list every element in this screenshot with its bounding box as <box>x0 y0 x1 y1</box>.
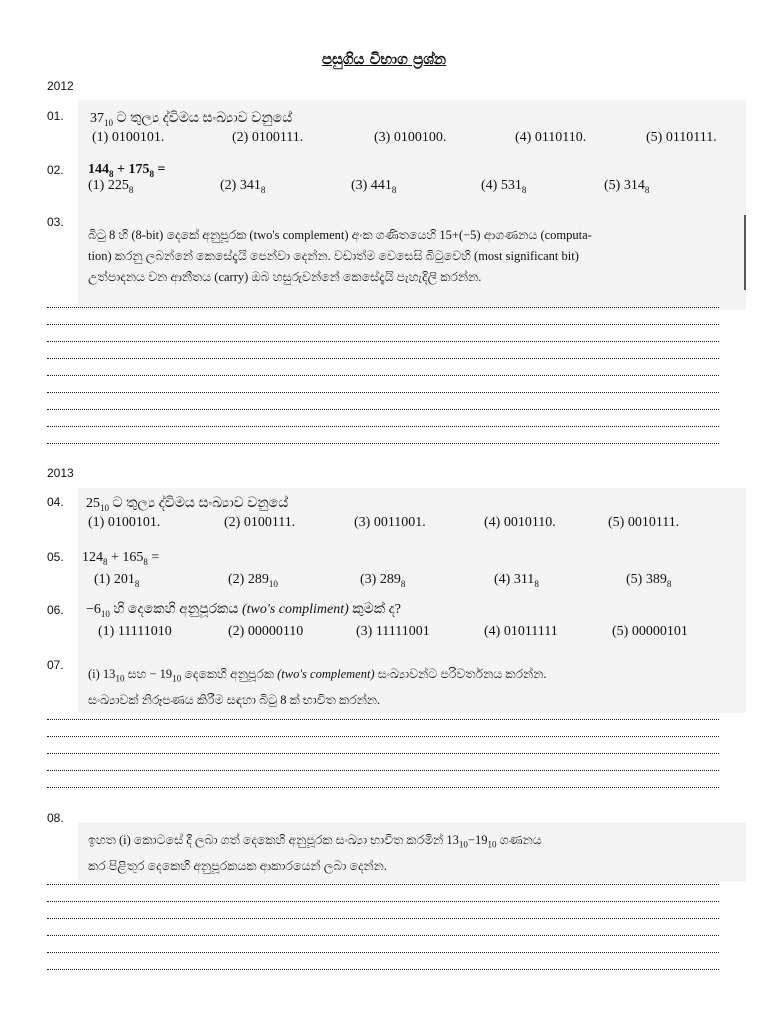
page-title: පසුගිය විභාග ප්‍රශ්න <box>321 50 447 68</box>
option-2: (2) 0100111. <box>224 515 296 530</box>
answer-line <box>47 901 719 902</box>
option-1: (1) $225_8$ <box>88 178 134 195</box>
option-1: (1) 11111010 <box>98 624 172 639</box>
question-text: (i) $13_{10}$ සහ − $19_{10}$ දෙකෙහි අනුපූරක (two's complement) සංඛ්‍යාවන්ට පරිවර්තනය කරන්න. සංඛ්‍යාවක් නිරූපණය කිරීම සඳහා බිටු 8 ක් භාවිත කරන්න. <box>88 667 547 707</box>
question-number: 03. <box>47 215 64 229</box>
scan-edge <box>744 215 746 290</box>
question-text: ඉහත (i) කොටසේ දී ලබා ගත් දෙකෙහි අනුපූරක සංඛ්‍යා භාවිත කරමින් $13_{10}-19_{10}$ ගණනය කර පිළිතුර දෙකෙහි අනුපූරකයක ආකාරයෙන් ලබා දෙන්න. <box>88 833 542 873</box>
answer-line <box>47 935 719 936</box>
option-1: (1) 0100101. <box>92 130 165 145</box>
option-2: (2) 00000110 <box>228 624 304 639</box>
option-5: (5) $314_8$ <box>604 178 650 195</box>
answer-line <box>47 409 719 410</box>
question-number: 05. <box>47 550 64 564</box>
option-5: (5) $389_8$ <box>626 572 672 589</box>
question-stem: $-6_{10}$ හි දෙකෙහි අනුපූරකය (two's compliment) කුමක් ද? <box>86 602 402 619</box>
question-stem: $144_8 + 175_8$ = <box>88 162 166 179</box>
option-5: (5) 00000101 <box>612 624 688 639</box>
option-5: (5) 0110111. <box>646 130 717 145</box>
option-3: (3) 0100100. <box>374 130 447 145</box>
question-number: 04. <box>47 495 64 509</box>
option-4: (4) 0010110. <box>484 515 556 530</box>
option-3: (3) $289_8$ <box>360 572 406 589</box>
option-3: (3) 0011001. <box>354 515 426 530</box>
option-2: (2) 0100111. <box>232 130 304 145</box>
option-3: (3) $441_8$ <box>351 178 397 195</box>
answer-line <box>47 375 719 376</box>
question-text: බිටු 8 හි (8-bit) දෙකේ අනුපූරක (two's complement) අංක ගණිතයෙහි 15+(−5) ආගණනය (computa- tion) කරනු ලබන්නේ කෙසේදැයි පෙන්වා දෙන්න. වඩාත්ම වෙසෙසි බිටුවෙහි (most significant bit) උත්පාදනය වන ආනීතය (carry) ඔබ හසුරුවන්නේ කෙසේදැයි පැහැදිලි කරන්න. <box>88 228 592 284</box>
question-stem: $124_8 + 165_8$ = <box>82 550 160 567</box>
answer-line <box>47 307 719 308</box>
answer-line <box>47 884 719 885</box>
option-4: (4) 01011111 <box>484 624 558 639</box>
answer-line <box>47 341 719 342</box>
answer-line <box>47 787 719 788</box>
option-3: (3) 11111001 <box>356 624 430 639</box>
answer-line <box>47 324 719 325</box>
answer-line <box>47 770 719 771</box>
answer-line <box>47 358 719 359</box>
question-number: 06. <box>47 603 64 617</box>
question-number: 07. <box>47 658 64 672</box>
answer-line <box>47 426 719 427</box>
question-number: 08. <box>47 811 64 825</box>
option-4: (4) $531_8$ <box>481 178 527 195</box>
answer-line <box>47 918 719 919</box>
option-1: (1) $201_8$ <box>94 572 140 589</box>
answer-line <box>47 719 719 720</box>
option-2: (2) $289_{10}$ <box>228 572 278 589</box>
question-number: 01. <box>47 109 64 123</box>
answer-line <box>47 969 719 970</box>
answer-line <box>47 952 719 953</box>
year-heading-2012: 2012 <box>47 79 74 93</box>
answer-line <box>47 443 719 444</box>
option-4: (4) $311_8$ <box>494 572 539 589</box>
answer-line <box>47 392 719 393</box>
answer-line <box>47 753 719 754</box>
answer-line <box>47 736 719 737</box>
option-2: (2) $341_8$ <box>220 178 266 195</box>
question-stem: $25_{10}$ ට තුල්‍ය ද්විමය සංඛ්‍යාව වනුයේ <box>86 496 289 513</box>
question-stem: $37_{10}$ ට තුල්‍ය ද්විමය සංඛ්‍යාව වනුයේ <box>90 111 293 128</box>
year-heading-2013: 2013 <box>47 466 74 480</box>
option-4: (4) 0110110. <box>515 130 587 145</box>
question-number: 02. <box>47 163 64 177</box>
option-5: (5) 0010111. <box>608 515 680 530</box>
option-1: (1) 0100101. <box>88 515 161 530</box>
